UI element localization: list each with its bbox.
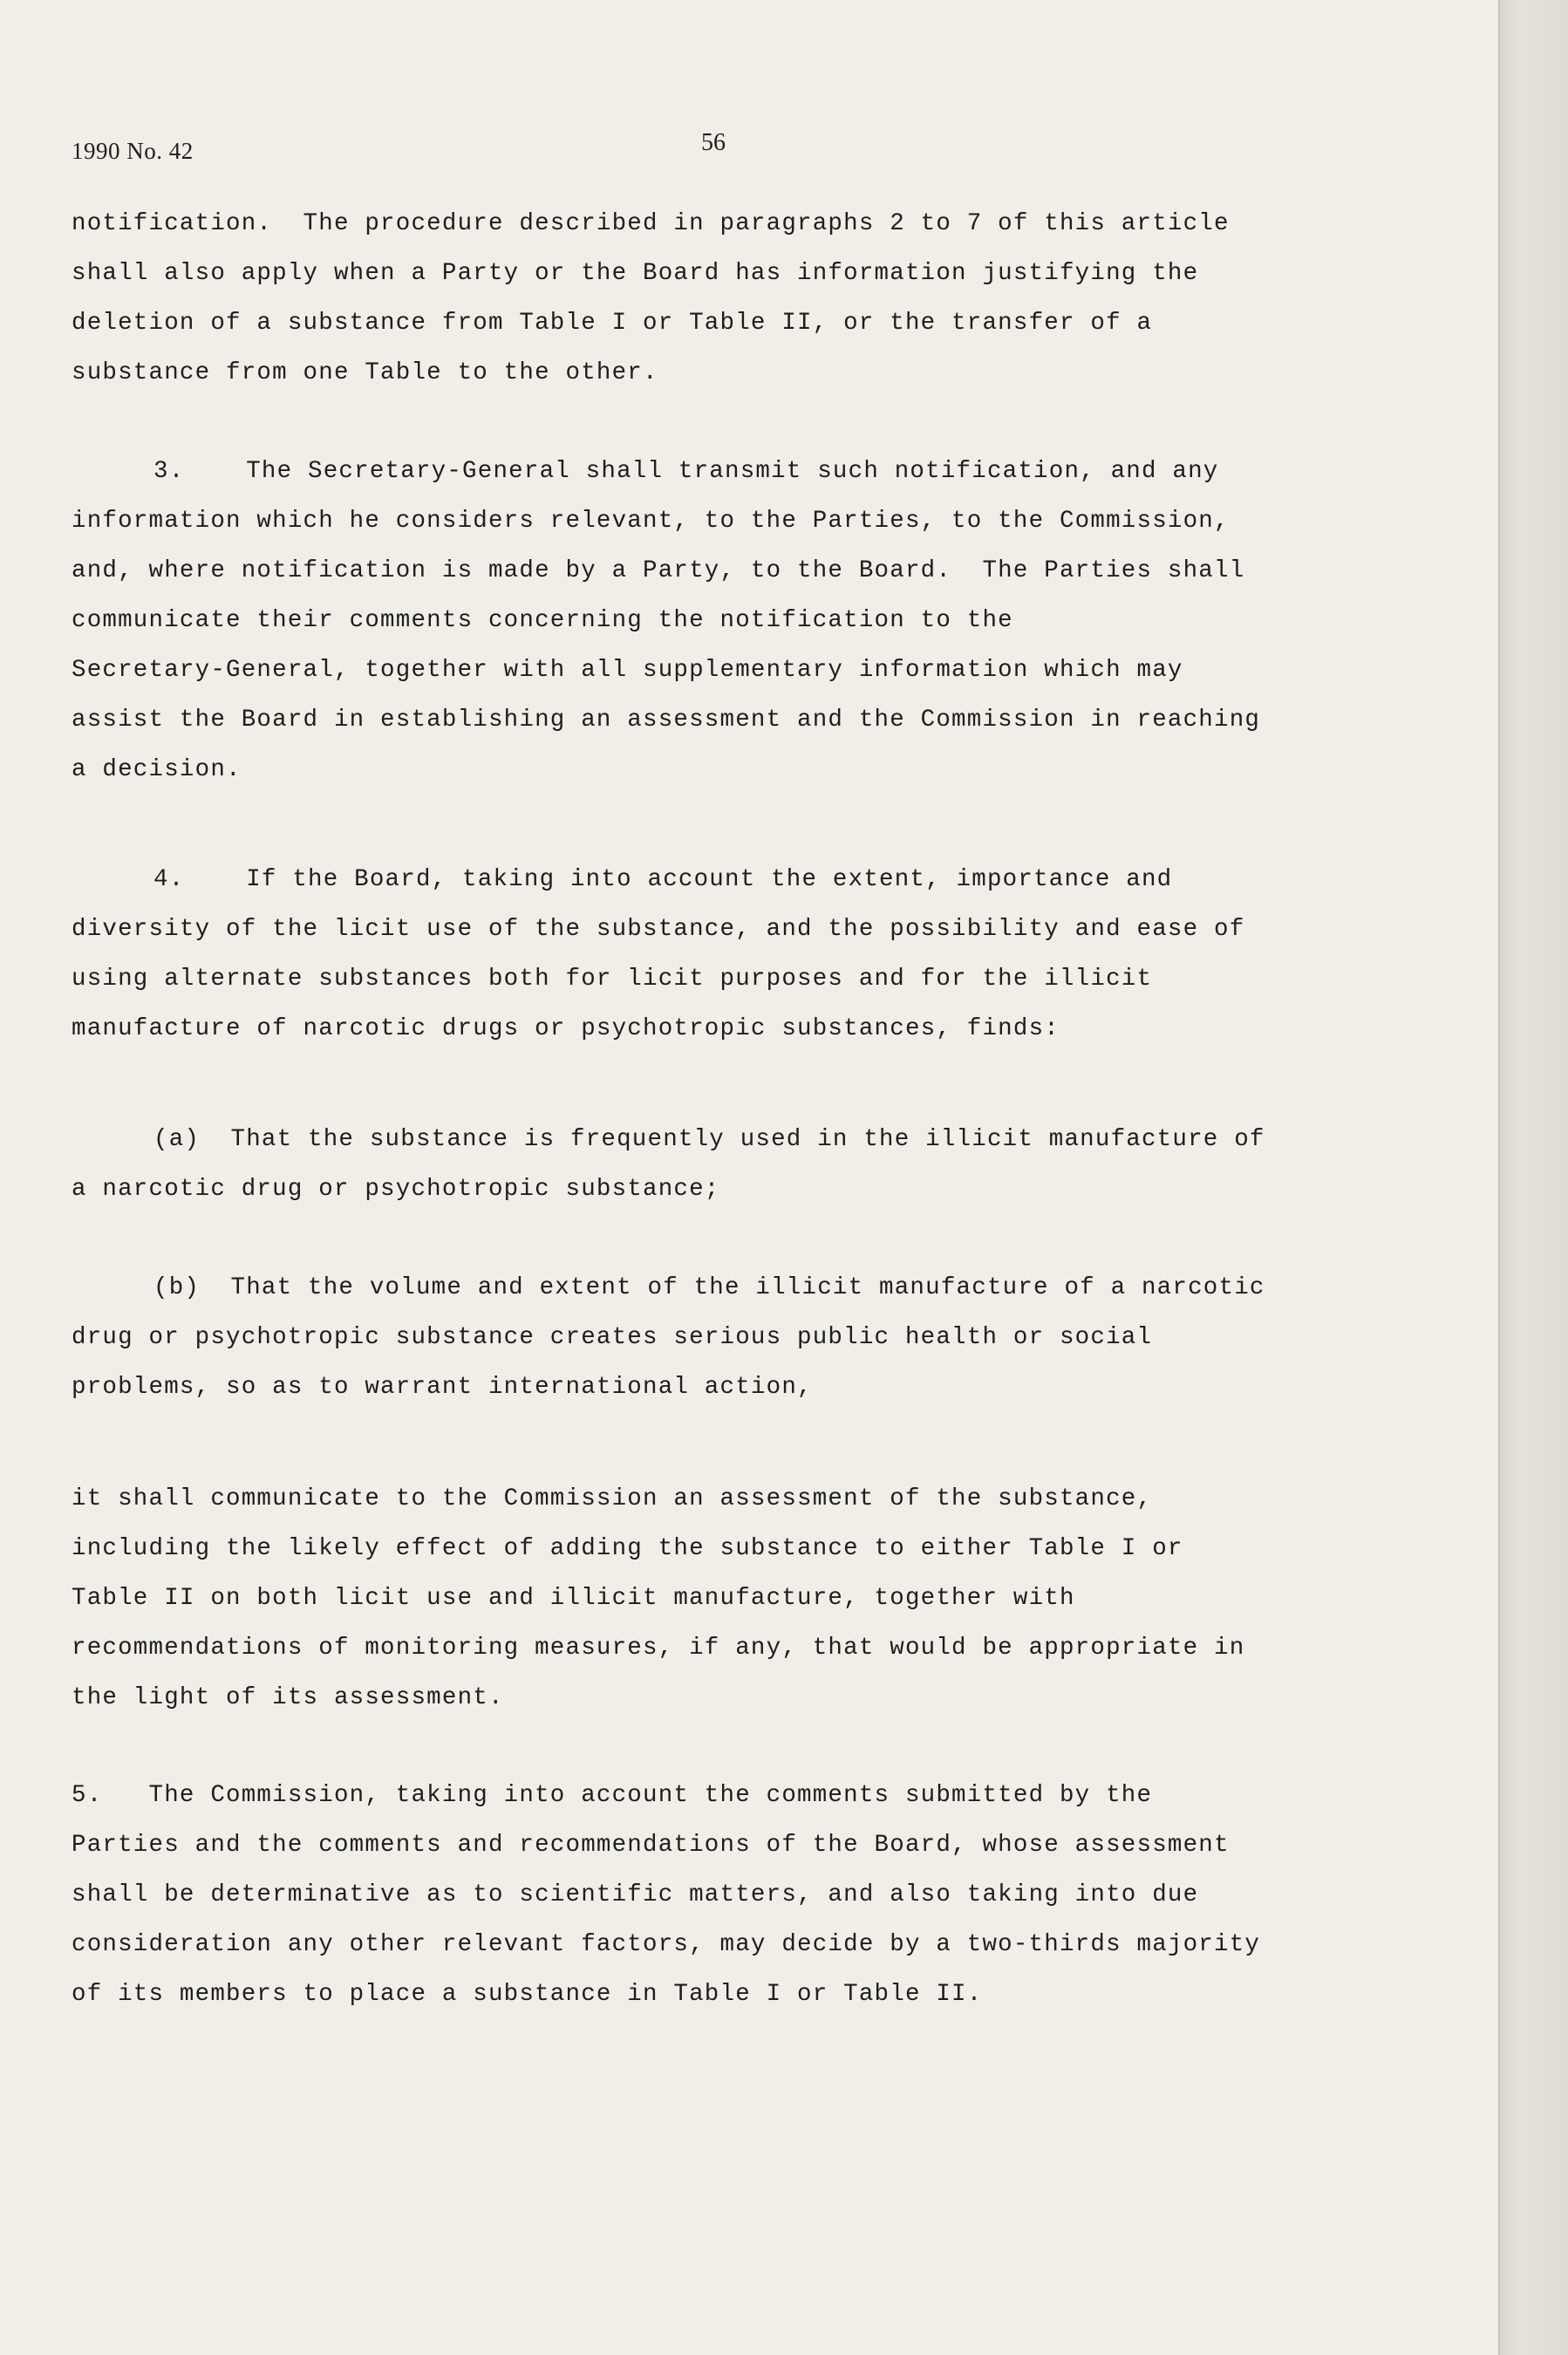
text-line: assist the Board in establishing an assessment and the Commission in reaching — [72, 706, 1261, 734]
text-line: deletion of a substance from Table I or Table II, or the transfer of a — [72, 310, 1153, 337]
next-page-edge — [1500, 0, 1568, 2355]
text-line: including the likely effect of adding the substance to either Table I or — [72, 1535, 1183, 1562]
document-reference: 1990 No. 42 — [72, 138, 194, 164]
text-line: notification. The procedure described in paragraphs 2 to 7 of this article — [72, 210, 1230, 237]
paragraph-4a — [72, 1115, 1415, 1214]
text-line: 3. The Secretary-General shall transmit such notification, and any — [153, 458, 1219, 485]
paragraph-5 — [72, 1771, 1415, 2019]
text-line: Parties and the comments and recommendations of the Board, whose assessment — [72, 1832, 1230, 1859]
text-line: (b) That the volume and extent of the illicit manufacture of a narcotic — [153, 1274, 1265, 1301]
text-line: (a) That the substance is frequently used in the illicit manufacture of — [153, 1126, 1265, 1153]
text-line: recommendations of monitoring measures, if any, that would be appropriate in — [72, 1635, 1245, 1662]
text-line: a narcotic drug or psychotropic substance; — [72, 1176, 720, 1203]
text-line: a decision. — [72, 756, 242, 783]
text-line: consideration any other relevant factors, may decide by a two-thirds majority — [72, 1931, 1261, 1958]
text-line: drug or psychotropic substance creates serious public health or social — [72, 1324, 1153, 1351]
text-line: of its members to place a substance in Table I or Table II. — [72, 1981, 983, 2008]
paragraph-4b — [72, 1263, 1415, 1412]
text-line: the light of its assessment. — [72, 1684, 504, 1711]
text-line: manufacture of narcotic drugs or psychotropic substances, finds: — [72, 1015, 1060, 1042]
text-line: shall also apply when a Party or the Board has information justifying the — [72, 260, 1199, 287]
text-line: Secretary-General, together with all supplementary information which may — [72, 657, 1183, 684]
text-line: and, where notification is made by a Party, to the Board. The Parties shall — [72, 557, 1245, 584]
intro-paragraph — [72, 199, 1415, 398]
text-line: shall be determinative as to scientific matters, and also taking into due — [72, 1881, 1199, 1908]
text-line: Table II on both licit use and illicit manufacture, together with — [72, 1585, 1075, 1612]
text-line: diversity of the licit use of the substance, and the possibility and ease of — [72, 916, 1245, 943]
paragraph-3 — [72, 447, 1415, 795]
text-line: problems, so as to warrant international action, — [72, 1374, 813, 1401]
paragraph-4 — [72, 855, 1415, 1054]
text-line: 4. If the Board, taking into account the extent, importance and — [153, 866, 1173, 893]
text-line: information which he considers relevant, to the Parties, to the Commission, — [72, 508, 1230, 535]
text-line: communicate their comments concerning the notification to the — [72, 607, 1013, 634]
text-line: it shall communicate to the Commission an assessment of the substance, — [72, 1485, 1153, 1512]
text-line: using alternate substances both for licit purposes and for the illicit — [72, 966, 1153, 993]
page-number: 56 — [701, 129, 726, 156]
text-line: 5. The Commission, taking into account the comments submitted by the — [72, 1782, 1153, 1809]
text-line: substance from one Table to the other. — [72, 359, 658, 386]
paragraph-4-continuation — [72, 1474, 1415, 1723]
